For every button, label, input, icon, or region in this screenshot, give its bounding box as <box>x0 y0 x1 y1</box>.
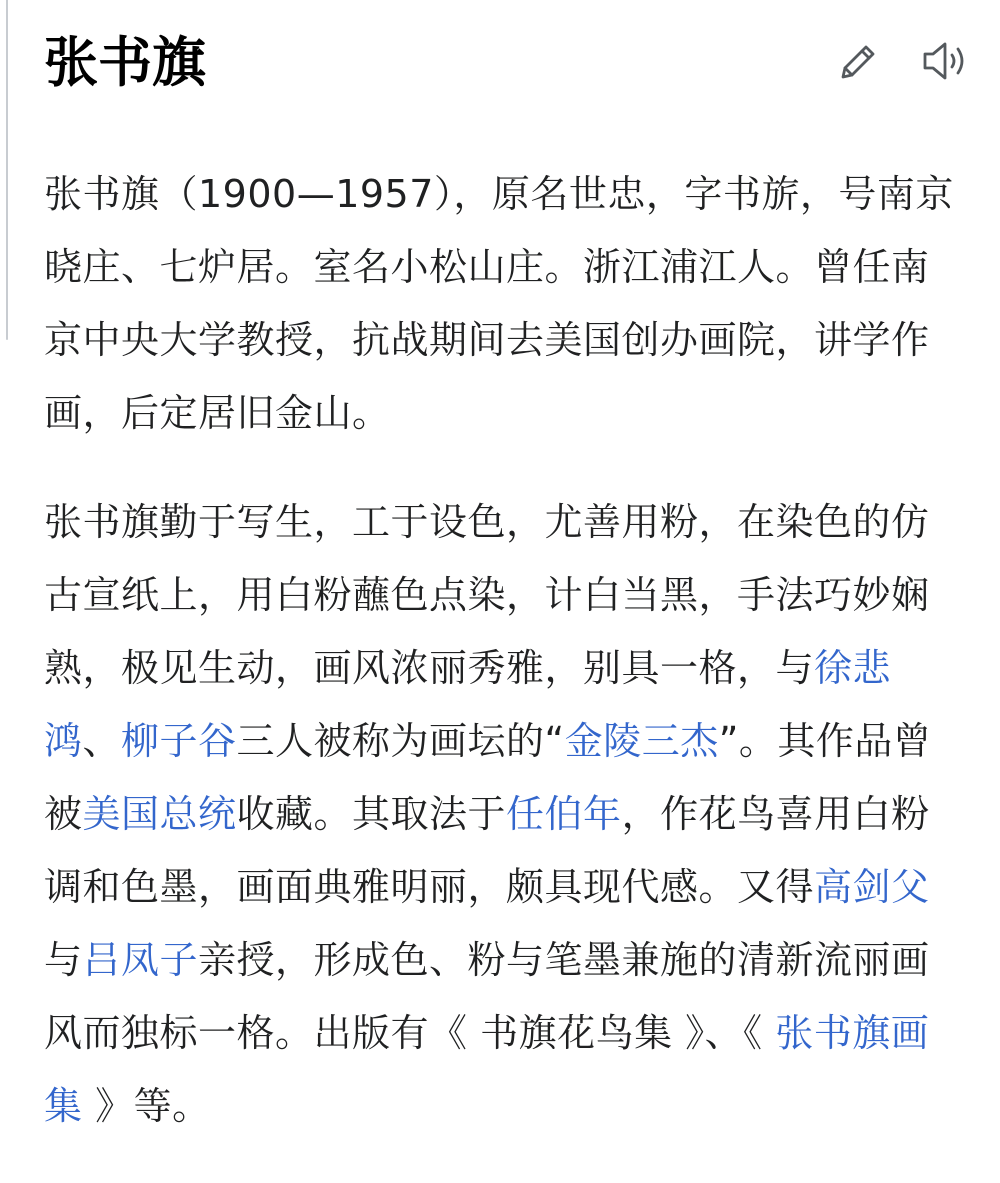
paragraph-text: ，作花鸟喜用白粉调和色墨，画面典雅明丽，颇具现代感。又得 <box>44 792 930 909</box>
paragraph-text: 收藏。其取法于 <box>236 792 507 836</box>
link-ren-bonian[interactable]: 任伯年 <box>506 792 622 836</box>
style-paragraph <box>44 486 964 1143</box>
listen-button[interactable] <box>920 36 970 86</box>
article-header <box>44 22 970 102</box>
link-zhang-shuqi-album[interactable]: 张书旗画集 <box>44 1011 930 1128</box>
paragraph-text: 、 <box>82 719 122 763</box>
paragraph-text: 》等。 <box>82 1084 211 1128</box>
link-xu-beihong[interactable]: 徐悲鸿 <box>44 646 892 763</box>
speaker-icon <box>921 39 969 83</box>
paragraph-text: ”。其作品曾被 <box>44 719 932 836</box>
paragraph-text: 张书旗勤于写生，工于设色，尤善用粉，在染色的仿古宣纸上，用白粉蘸色点染，计白当黑，手法巧妙娴熟，极见生动，画风浓丽秀雅，别具一格，与 <box>44 500 930 690</box>
pencil-icon <box>837 39 881 83</box>
header-actions <box>798 36 970 86</box>
link-us-president[interactable]: 美国总统 <box>82 792 237 836</box>
article-content <box>44 158 964 1143</box>
link-lv-fengzi[interactable]: 吕凤子 <box>82 938 199 982</box>
paragraph-text: 三人被称为画坛的“ <box>236 719 565 763</box>
link-jinling-sanjie[interactable]: 金陵三杰 <box>564 719 719 763</box>
link-gao-jianfu[interactable]: 高剑父 <box>814 865 930 909</box>
panel-edge-line <box>6 0 8 340</box>
edit-button[interactable] <box>834 36 884 86</box>
page-title: 张书旗 <box>44 31 206 94</box>
intro-paragraph: 张书旗（1900—1957），原名世忠，字书旂，号南京晓庄、七炉居。室名小松山庄。浙江浦江人。曾任南京中央大学教授，抗战期间去美国创办画院，讲学作画，后定居旧金山。 <box>44 172 954 435</box>
link-liu-zigu[interactable]: 柳子谷 <box>121 719 237 763</box>
paragraph-text: 亲授，形成色、粉与笔墨兼施的清新流丽画风而独标一格。出版有《 书旗花鸟集 》、《 <box>44 938 930 1055</box>
paragraph-text: 与 <box>44 938 83 982</box>
